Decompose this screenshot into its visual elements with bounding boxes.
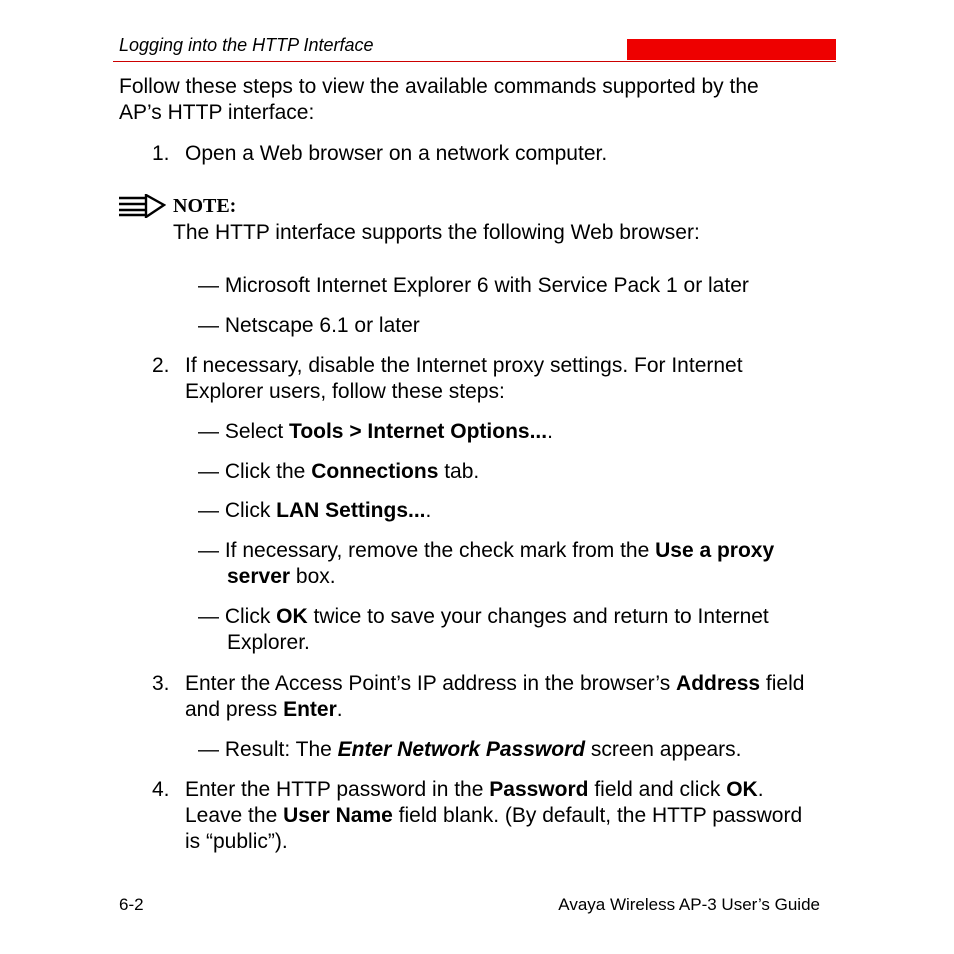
use-proxy-server-ref: Use a proxy [655, 539, 775, 562]
note-bullet-netscape: — Netscape 6.1 or later [198, 314, 420, 337]
step-2-substep-ok-line-1: — Click OK twice to save your changes and return to Internet [198, 605, 769, 628]
connections-tab-ref: Connections [311, 460, 439, 483]
running-header-title: Logging into the HTTP Interface [119, 35, 374, 55]
step-2-substep-tools: — Select Tools > Internet Options.... [198, 420, 553, 443]
step-1-number: 1. [152, 142, 170, 165]
note-arrow-icon [118, 194, 166, 218]
step-2-substep-connections: — Click the Connections tab. [198, 460, 480, 483]
menu-path-tools-internet-options: Tools > Internet Options... [289, 420, 548, 443]
step-1-text: Open a Web browser on a network computer. [185, 142, 608, 165]
step-2-substep-proxy-line-2: server box. [227, 565, 336, 588]
step-3-number: 3. [152, 672, 170, 695]
password-field-ref: Password [489, 778, 589, 801]
note-label: NOTE: [173, 195, 237, 217]
intro-line-2: AP’s HTTP interface: [119, 101, 315, 124]
step-2-line-1: If necessary, disable the Internet proxy settings. For Internet [185, 354, 743, 377]
book-title: Avaya Wireless AP-3 User’s Guide [558, 895, 820, 914]
address-field-ref: Address [676, 672, 761, 695]
step-4-number: 4. [152, 778, 170, 801]
step-4-line-1: Enter the HTTP password in the Password field and click OK. [185, 778, 764, 801]
header-rule [113, 61, 836, 62]
step-2-substep-lan-settings: — Click LAN Settings.... [198, 499, 432, 522]
step-2-substep-ok-line-2: Explorer. [227, 631, 310, 654]
intro-line-1: Follow these steps to view the available commands supported by the [119, 75, 759, 98]
step-3-line-1: Enter the Access Point’s IP address in the browser’s Address field [185, 672, 805, 695]
ok-button-ref: OK [276, 605, 308, 628]
note-text: The HTTP interface supports the following Web browser: [173, 221, 700, 244]
step-3-result: — Result: The Enter Network Password screen appears. [198, 738, 742, 761]
enter-network-password-screen-ref: Enter Network Password [337, 738, 586, 761]
step-2-number: 2. [152, 354, 170, 377]
step-4-line-3: is “public”). [185, 830, 288, 853]
page-number: 6-2 [119, 895, 144, 914]
ok-ref: OK [726, 778, 758, 801]
note-bullet-ie: — Microsoft Internet Explorer 6 with Service Pack 1 or later [198, 274, 749, 297]
user-name-field-ref: User Name [283, 804, 393, 827]
enter-key-ref: Enter [283, 698, 337, 721]
header-accent-bar [627, 39, 836, 60]
step-2-substep-proxy-line-1: — If necessary, remove the check mark from the Use a proxy [198, 539, 775, 562]
step-2-line-2: Explorer users, follow these steps: [185, 380, 505, 403]
lan-settings-ref: LAN Settings... [276, 499, 426, 522]
step-3-line-2: and press Enter. [185, 698, 343, 721]
step-4-line-2: Leave the User Name field blank. (By default, the HTTP password [185, 804, 803, 827]
